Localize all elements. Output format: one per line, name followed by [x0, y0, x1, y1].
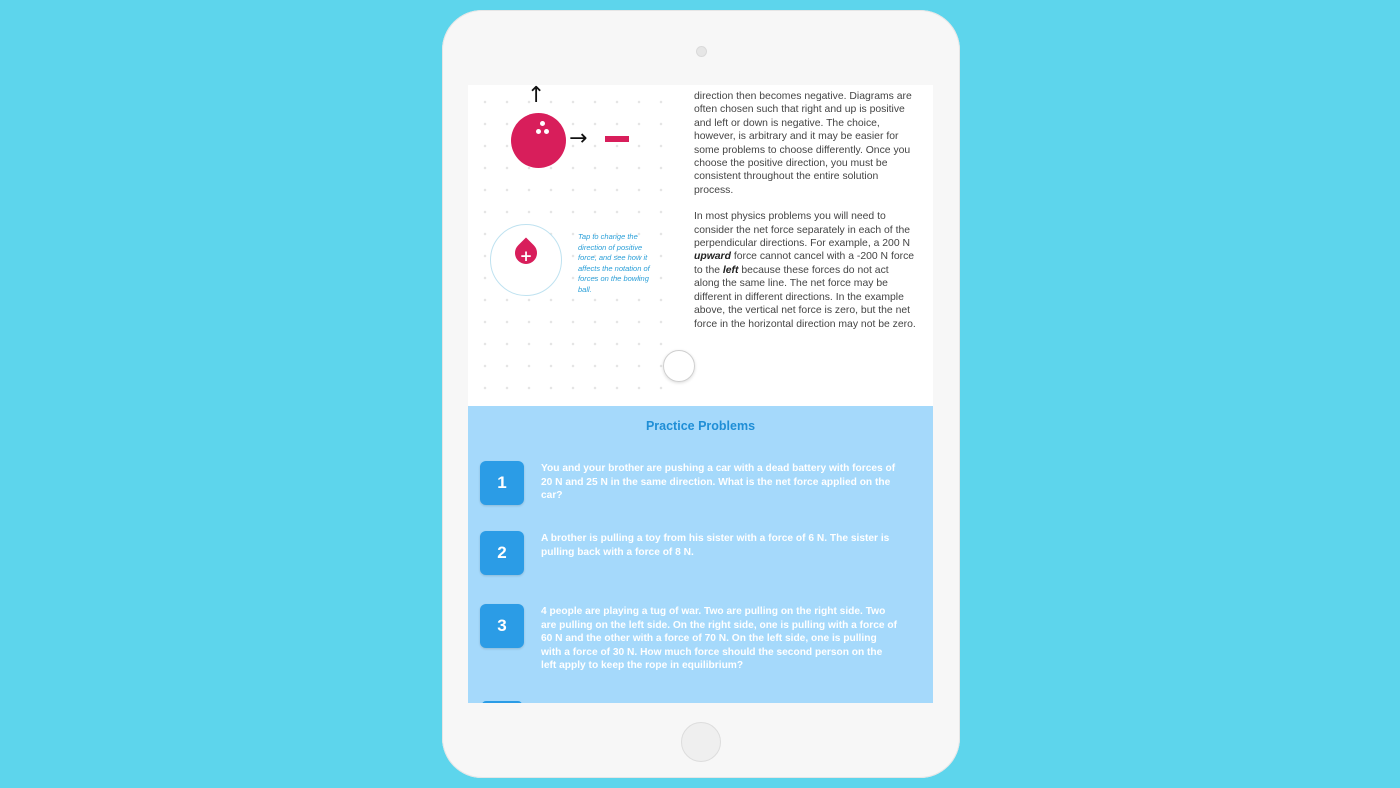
arrow-up-icon: ↑	[527, 85, 546, 108]
negative-sign-icon	[605, 136, 629, 142]
bowling-ball	[511, 113, 566, 168]
ball-hole	[536, 129, 541, 134]
ball-hole	[540, 121, 545, 126]
next-problem-badge[interactable]	[482, 701, 522, 703]
home-button[interactable]	[681, 722, 721, 762]
ball-hole	[544, 129, 549, 134]
problem-number-badge[interactable]: 1	[480, 461, 524, 505]
scroll-thumb[interactable]	[663, 350, 695, 382]
problem-text: You and your brother are pushing a car with a dead battery with forces of 20 N and 25 N in the same direction. What is the net force applied on the car?	[541, 463, 896, 501]
arrow-right-icon: →	[569, 126, 588, 151]
article-text-run: force cannot cancel with a -200 N force to the	[694, 251, 915, 276]
toggle-hint: Tap to change the direction of positive force, and see how it affects the notation of forces on the bowling ball.	[578, 232, 650, 294]
problem-number-badge[interactable]: 3	[480, 604, 524, 648]
direction-toggle-button[interactable]	[490, 224, 562, 296]
article-text-run: In most physics problems you will need to consider the net force separately in each of the perpendicular directions. For example, a 200 N	[694, 211, 911, 250]
camera	[696, 46, 707, 57]
practice-title: Practice Problems	[645, 419, 756, 433]
practice-problems-section	[468, 406, 933, 703]
emphasis-left: left	[722, 264, 739, 276]
emphasis-upward: upward	[694, 251, 731, 263]
app-screen	[468, 85, 933, 703]
tablet-frame	[442, 10, 960, 778]
article-paragraph: direction then becomes negative. Diagrams are often chosen such that right and up is positive and left or down is negative. The choice, however, is arbitrary and it may be easier for some problems to choose differently. Once you choose the positive direction, you must be consistent throughout the entire solution process.	[694, 91, 912, 196]
article-text-run: because these forces do not act along the same line. The net force may be different in different directions. In the example above, the vertical net force is zero, but the net force in the horizontal direction may not be zero.	[694, 264, 916, 330]
problem-number-badge[interactable]: 2	[480, 531, 524, 575]
diagram-panel	[468, 85, 668, 406]
plus-icon: +	[519, 247, 533, 265]
problem-text: A brother is pulling a toy from his sister with a force of 6 N. The sister is pulling back with a force of 8 N.	[541, 533, 890, 558]
article-text	[694, 90, 916, 344]
article-paragraph	[694, 210, 916, 331]
problem-text: 4 people are playing a tug of war. Two are pulling on the right side. Two are pulling on the left side. On the right side, one is pulling with a force of 60 N and the other with a force of 70 N. On the left side, one is pulling with a force of 30 N. How much force should the second person on the left apply to keep the rope in equilibrium?	[541, 606, 898, 671]
